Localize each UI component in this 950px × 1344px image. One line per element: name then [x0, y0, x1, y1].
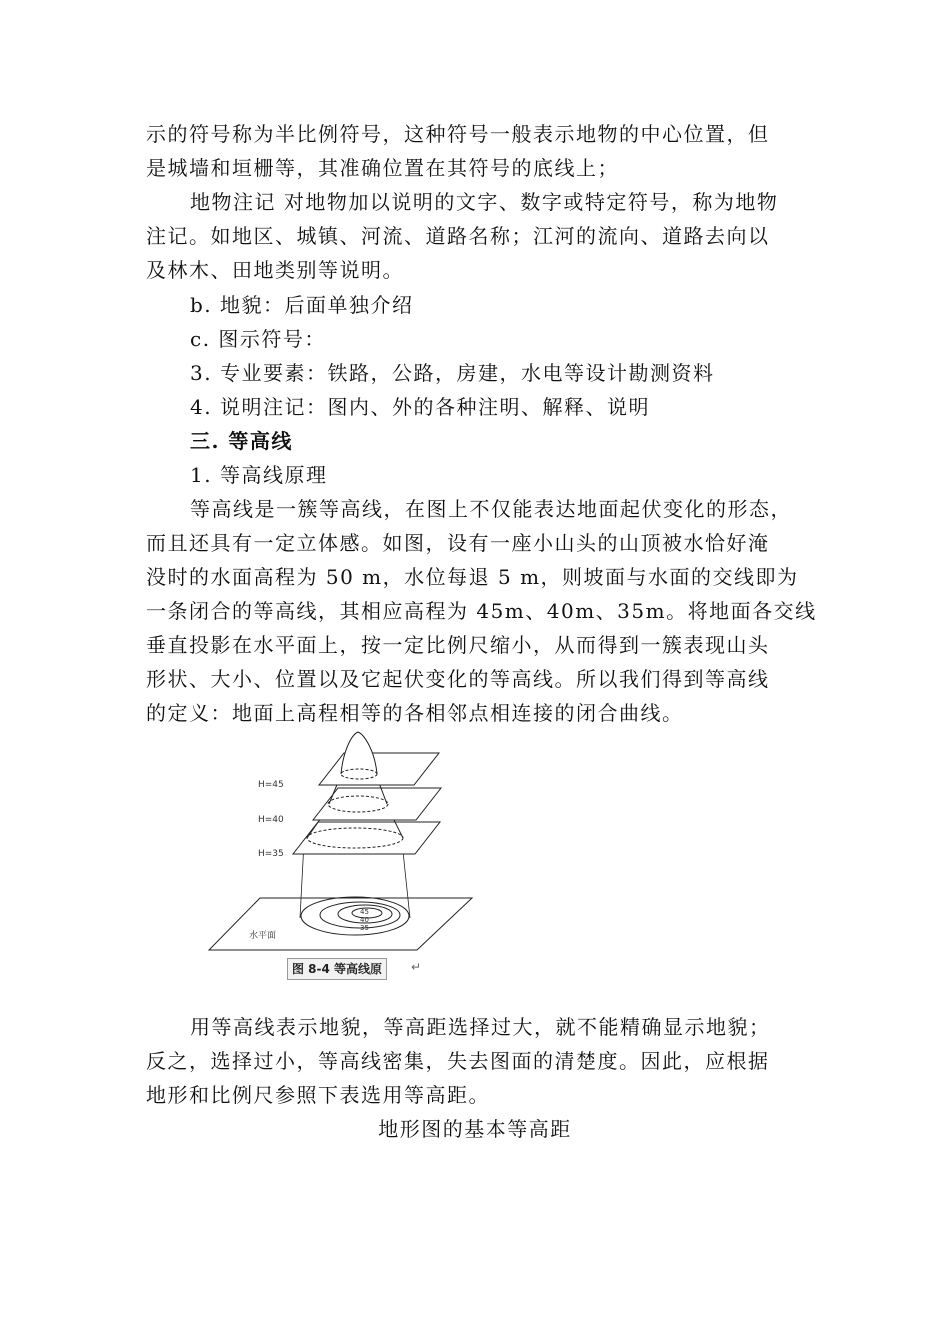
paragraph-line: 而且还具有一定立体感。如图，设有一座小山头的山顶被水恰好淹	[146, 531, 770, 555]
label-h35: H=35	[258, 849, 284, 859]
plane-h45	[319, 753, 439, 785]
paragraph-line: 等高线是一簇等高线，在图上不仅能表达地面起伏变化的形态，	[190, 497, 792, 521]
contour-label-35: 35	[360, 924, 369, 932]
list-item: b. 地貌：后面单独介绍	[190, 293, 414, 317]
plane-h40	[313, 788, 441, 820]
list-item: 4. 说明注记：图内、外的各种注明、解释、说明	[190, 395, 650, 419]
contour-principle-figure	[205, 730, 477, 980]
paragraph-line: 注记。如地区、城镇、河流、道路名称；江河的流向、道路去向以	[146, 224, 770, 248]
table-title: 地形图的基本等高距	[378, 1117, 572, 1141]
paragraph-line: 形状、大小、位置以及它起伏变化的等高线。所以我们得到等高线	[146, 667, 770, 691]
paragraph-line: 地形和比例尺参照下表选用等高距。	[146, 1083, 490, 1107]
label-h45: H=45	[258, 780, 284, 790]
paragraph-line: 及林木、田地类别等说明。	[146, 258, 404, 282]
return-mark-icon: ↵	[411, 960, 422, 974]
paragraph-line: 的定义：地面上高程相等的各相邻点相连接的闭合曲线。	[146, 701, 684, 725]
figure-caption: 图 8-4 等高线原	[287, 958, 387, 980]
section-heading: 三. 等高线	[190, 429, 293, 453]
label-horizontal-plane: 水平面	[249, 931, 277, 941]
list-item: c. 图示符号：	[190, 327, 326, 351]
paragraph-line: 用等高线表示地貌，等高距选择过大，就不能精确显示地貌；	[190, 1015, 771, 1039]
label-h40: H=40	[258, 815, 284, 825]
subsection-heading: 1. 等高线原理	[190, 463, 328, 487]
paragraph-line: 没时的水面高程为 50 m，水位每退 5 m，则坡面与水面的交线即为	[146, 565, 799, 589]
paragraph-line: 反之，选择过小，等高线密集，失去图面的清楚度。因此，应根据	[146, 1049, 770, 1073]
paragraph-line: 地物注记 对地物加以说明的文字、数字或特定符号，称为地物	[190, 190, 779, 214]
contour-label-45: 45	[360, 908, 369, 916]
contour-label-40: 40	[360, 916, 369, 924]
paragraph-line: 是城墙和垣栅等，其准确位置在其符号的底线上；	[146, 156, 619, 180]
horizontal-plane	[209, 898, 472, 950]
contour-diagram	[205, 730, 477, 958]
paragraph-line: 垂直投影在水平面上，按一定比例尺缩小，从而得到一簇表现山头	[146, 633, 770, 657]
paragraph-line: 一条闭合的等高线，其相应高程为 45m、40m、35m。将地面各交线	[146, 599, 817, 623]
paragraph-line: 示的符号称为半比例符号，这种符号一般表示地物的中心位置，但	[146, 122, 770, 146]
list-item: 3. 专业要素：铁路，公路，房建，水电等设计勘测资料	[190, 361, 715, 385]
